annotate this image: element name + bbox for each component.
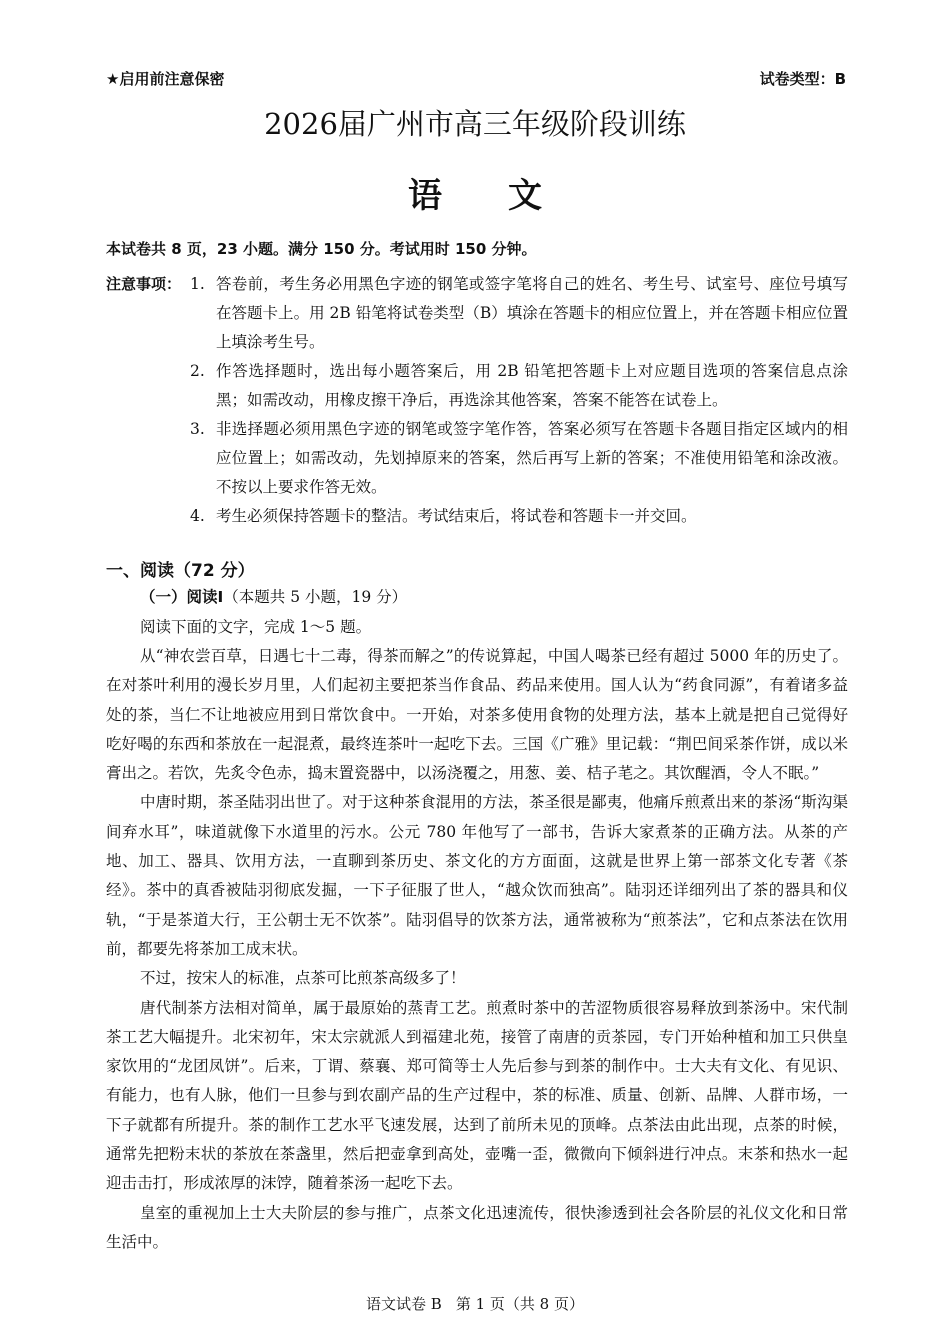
note-number: 1. (190, 275, 205, 293)
reading-instruction: 阅读下面的文字，完成 1～5 题。 (140, 618, 372, 636)
footer-paper-label: 语文试卷 B (366, 1295, 442, 1313)
note-text: 答卷前，考生务必用黑色字迹的钢笔或签字笔将自己的姓名、考生号、试室号、座位号填写在答题卡上。用 2B 铅笔将试卷类型（B）填涂在答题卡的相应位置上，并在答题卡相应位置上填涂考生号。 (216, 275, 848, 351)
paper-type-label: 试卷类型：B (759, 70, 846, 88)
note-text: 考生必须保持答题卡的整洁。考试结束后，将试卷和答题卡一并交回。 (216, 507, 697, 525)
passage-paragraph: 中唐时期，茶圣陆羽出世了。对于这种茶食混用的方法，茶圣很是鄙夷，他痛斥煎煮出来的茶汤“斯沟渠间弃水耳”，味道就像下水道里的污水。公元 780 年他写了一部书，告诉大家煮茶的正确方法。从茶的产地、加工、器具、饮用方法，一直聊到茶历史、茶文化的方方面面，这就是世界上第一部茶文化专著《茶经》。茶中的真香被陆羽彻底发掘，一下子征服了世人，“越众饮而独高”。陆羽还详细列出了茶的器具和仪轨，“于是茶道大行，王公朝士无不饮茶”。陆羽倡导的饮茶方法，通常被称为“煎茶法”，它和点茶法在饮用前，都要先将茶加工成末状。 (106, 793, 848, 958)
subject-title: 语文 (408, 176, 608, 216)
exam-title: 2026届广州市高三年级阶段训练 (264, 107, 686, 141)
sub-section-heading (140, 585, 407, 607)
note-text: 非选择题必须用黑色字迹的钢笔或签字笔作答，答案必须写在答题卡各题目指定区域内的相应位置上；如需改动，先划掉原来的答案，然后再写上新的答案；不准使用铅笔和涂改液。不按以上要求作答无效。 (216, 420, 848, 496)
passage-paragraph: 从“神农尝百草，日遇七十二毒，得茶而解之”的传说算起，中国人喝茶已经有超过 5000 年的历史了。在对茶叶利用的漫长岁月里，人们起初主要把茶当作食品、药品来使用。国人认为“药食同源”，有着诸多益处的茶，当仁不让地被应用到日常饮食中。一开始，对茶多使用食物的处理方法，基本上就是把自己觉得好吃好喝的东西和茶放在一起混煮，最终连茶叶一起吃下去。三国《广雅》里记载：“荆巴间采茶作饼，成以米膏出之。若饮，先炙令色赤，捣末置瓷器中，以汤浇覆之，用葱、姜、桔子芼之。其饮醒酒，令人不眠。” (106, 647, 848, 783)
section-heading: 一、阅读（72 分） (106, 561, 255, 581)
note-item (106, 502, 848, 531)
page-footer (0, 1293, 950, 1314)
exam-summary: 本试卷共 8 页，23 小题。满分 150 分。考试用时 150 分钟。 (106, 240, 537, 258)
notes-label: 注意事项： (106, 275, 182, 293)
header-row (106, 68, 846, 89)
confidential-notice: ★启用前注意保密 (106, 70, 225, 88)
passage-paragraph: 唐代制茶方法相对简单，属于最原始的蒸青工艺。煎煮时茶中的苦涩物质很容易释放到茶汤中。宋代制茶工艺大幅提升。北宋初年，宋太宗就派人到福建北苑，接管了南唐的贡茶园，专门开始种植和加工只供皇家饮用的“龙团凤饼”。后来，丁谓、蔡襄、郑可简等士人先后参与到茶的制作中。士大夫有文化、有见识、有能力，也有人脉，他们一旦参与到农副产品的生产过程中，茶的标准、质量、创新、品牌、人群市场，一下子就都有所提升。茶的制作工艺水平飞速发展，达到了前所未见的顶峰。点茶法由此出现，点茶的时候，通常先把粉末状的茶放在茶盏里，然后把壶拿到高处，壶嘴一歪，微微向下倾斜进行冲点。末茶和热水一起迎击击打，形成浓厚的沫饽，随着茶汤一起吃下去。 (106, 998, 848, 1193)
note-item (106, 415, 848, 502)
footer-page-number: 第 1 页（共 8 页） (455, 1295, 584, 1313)
note-number: 3. (190, 420, 205, 438)
sub-section-title: （一）阅读Ⅰ (140, 588, 224, 606)
passage-paragraph: 皇室的重视加上士大夫阶层的参与推广，点茶文化迅速流传，很快渗透到社会各阶层的礼仪文化和日常生活中。 (106, 1203, 848, 1251)
note-item (106, 270, 848, 357)
sub-section-note: （本题共 5 小题，19 分） (223, 588, 408, 606)
note-text: 作答选择题时，选出每小题答案后，用 2B 铅笔把答题卡上对应题目选项的答案信息点涂黑；如需改动，用橡皮擦干净后，再选涂其他答案，答案不能答在试卷上。 (216, 362, 848, 409)
passage-paragraph: 不过，按宋人的标准，点茶可比煎茶高级多了！ (140, 969, 466, 988)
reading-passage (106, 642, 848, 1257)
notes-block (106, 270, 848, 531)
note-number: 4. (190, 507, 205, 525)
note-number: 2. (190, 362, 205, 380)
note-item (106, 357, 848, 415)
